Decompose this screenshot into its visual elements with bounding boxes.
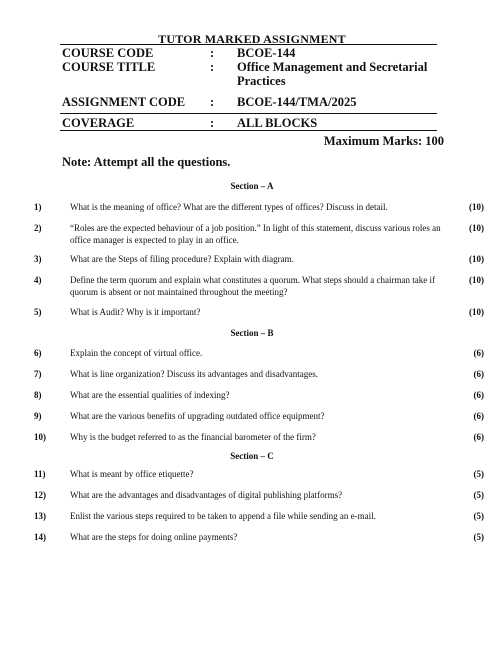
instructions-note: Note: Attempt all the questions.: [62, 155, 231, 169]
question-text: What is the meaning of office? What are the different types of offices? Discuss in detail.: [70, 202, 388, 212]
question-marks: (10): [469, 202, 484, 212]
question-number: 5): [34, 307, 42, 317]
meta-key: COURSE CODE: [62, 46, 154, 60]
question-number: 2): [34, 223, 42, 233]
question-number: 12): [34, 490, 46, 500]
question-marks: (5): [473, 532, 484, 542]
question-text: “Roles are the expected behaviour of a job position.” In light of this statement, discuss various roles an office manager is expected to play in an office.: [70, 223, 441, 245]
question-marks: (5): [473, 490, 484, 500]
question-number: 3): [34, 254, 42, 264]
header-rule-top: [60, 44, 437, 45]
question-text: What are the various benefits of upgrading outdated office equipment?: [70, 411, 325, 421]
meta-key: ASSIGNMENT CODE: [62, 95, 186, 109]
question-text: What are the essential qualities of indexing?: [70, 390, 230, 400]
meta-separator: :: [210, 116, 215, 130]
meta-value: BCOE-144: [237, 46, 296, 60]
question-text: What are the Steps of filing procedure? Explain with diagram.: [70, 254, 294, 264]
question-number: 6): [34, 348, 42, 358]
question-marks: (6): [473, 432, 484, 442]
question-number: 11): [34, 469, 46, 479]
section-heading-a: Section – A: [230, 181, 274, 191]
question-number: 7): [34, 369, 42, 379]
question-text: Explain the concept of virtual office.: [70, 348, 203, 358]
question-marks: (5): [473, 469, 484, 479]
question-text: Define the term quorum and explain what constitutes a quorum. What steps should a chairman take if quorum is absent or not maintained throughout the meeting?: [70, 275, 435, 297]
meta-key: COURSE TITLE: [62, 60, 156, 74]
question-marks: (6): [473, 369, 484, 379]
question-text: What is meant by office etiquette?: [70, 469, 194, 479]
question-number: 4): [34, 275, 42, 285]
question-text: What is Audit? Why is it important?: [70, 307, 201, 317]
question-text: Why is the budget referred to as the financial barometer of the firm?: [70, 432, 316, 442]
question-marks: (6): [473, 411, 484, 421]
question-number: 8): [34, 390, 42, 400]
question-marks: (6): [473, 390, 484, 400]
header-rule-middle: [60, 113, 437, 114]
question-text: Enlist the various steps required to be taken to append a file while sending an e-mail.: [70, 511, 376, 521]
meta-separator: :: [210, 46, 215, 60]
question-number: 1): [34, 202, 42, 212]
question-number: 9): [34, 411, 42, 421]
meta-separator: :: [210, 60, 215, 74]
meta-value: Office Management and Secretarial Practices: [237, 60, 428, 88]
question-marks: (6): [473, 348, 484, 358]
meta-value: BCOE-144/TMA/2025: [237, 95, 357, 109]
meta-key: COVERAGE: [62, 116, 135, 130]
meta-separator: :: [210, 95, 215, 109]
question-number: 14): [34, 532, 46, 542]
question-text: What is line organization? Discuss its advantages and disadvantages.: [70, 369, 319, 379]
question-number: 13): [34, 511, 46, 521]
section-heading-b: Section – B: [230, 328, 274, 338]
assignment-title: TUTOR MARKED ASSIGNMENT: [158, 32, 346, 46]
maximum-marks: Maximum Marks: 100: [323, 134, 444, 148]
question-text: What are the steps for doing online payments?: [70, 532, 238, 542]
question-marks: (5): [473, 511, 484, 521]
section-heading-c: Section – C: [230, 451, 274, 461]
header-rule-bottom: [60, 130, 437, 131]
meta-value: ALL BLOCKS: [237, 116, 318, 130]
question-marks: (10): [469, 275, 484, 285]
question-marks: (10): [469, 307, 484, 317]
question-number: 10): [34, 432, 46, 442]
question-text: What are the advantages and disadvantages of digital publishing platforms?: [70, 490, 343, 500]
question-marks: (10): [469, 223, 484, 233]
question-marks: (10): [469, 254, 484, 264]
